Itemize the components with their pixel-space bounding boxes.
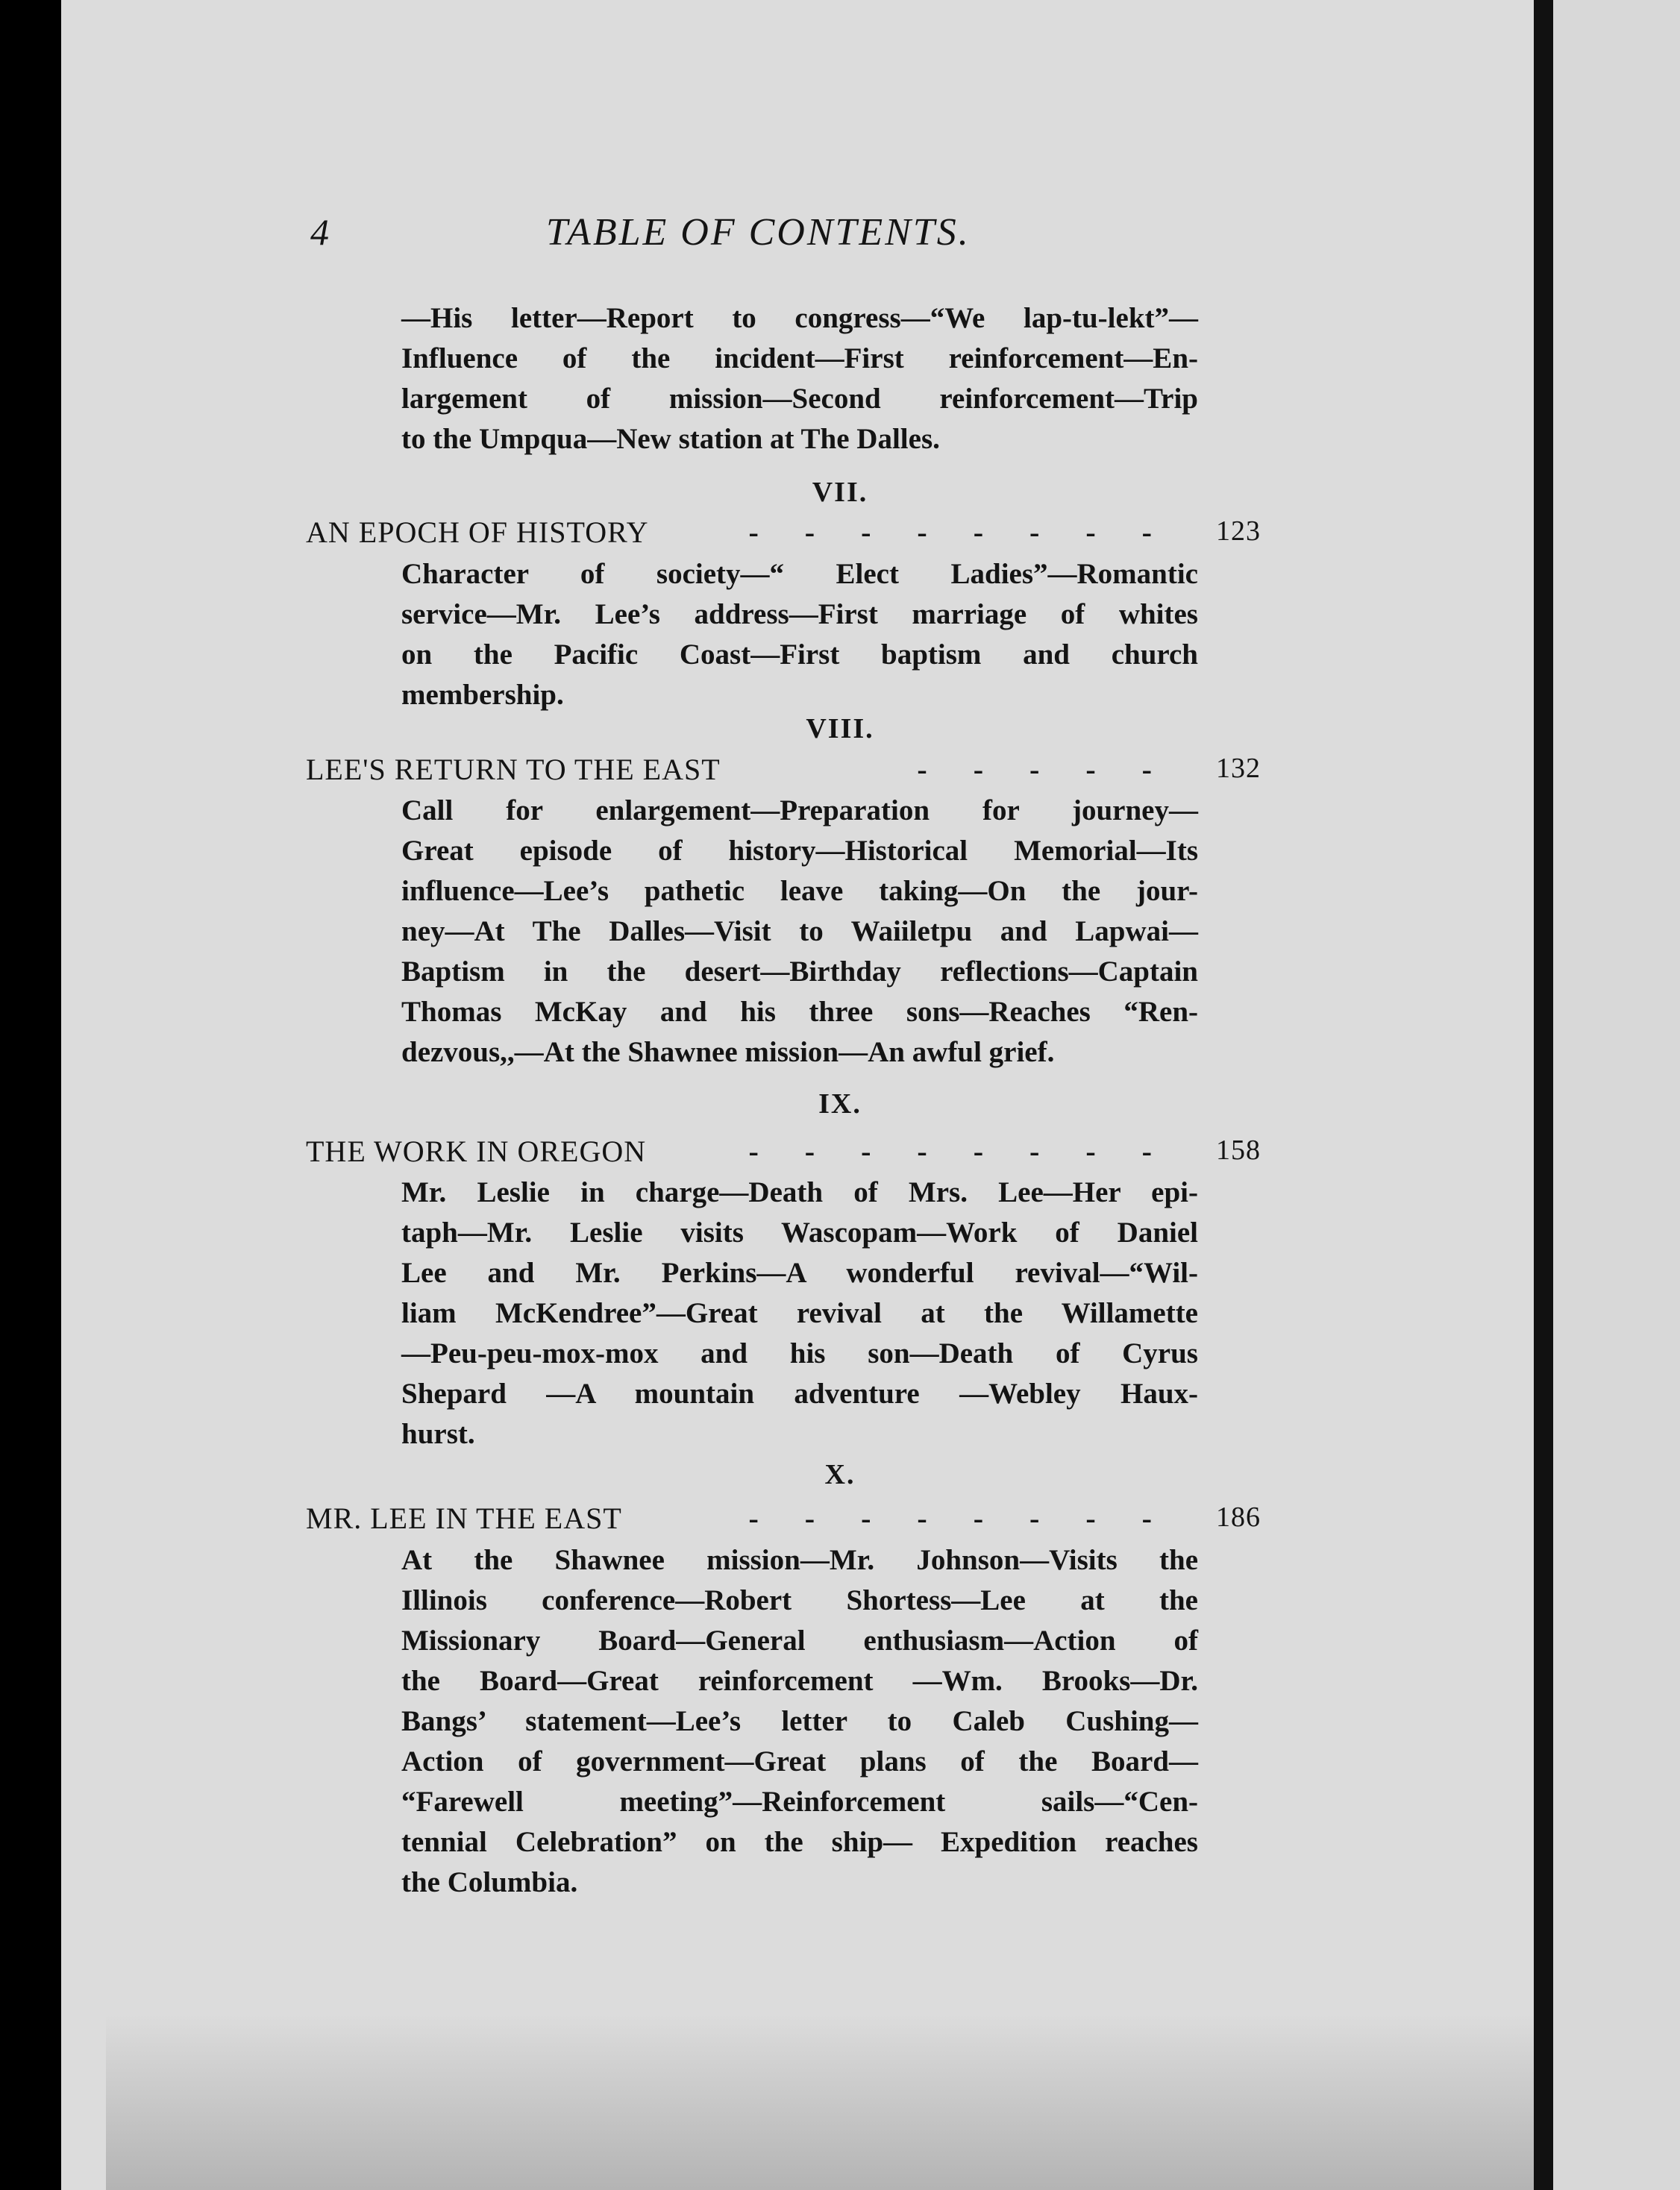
- chapter-title: AN EPOCH OF HISTORY: [306, 515, 649, 549]
- summary-line: service—Mr. Lee’s address—First marriage of whites: [401, 598, 1198, 630]
- summary-line: on the Pacific Coast—First baptism and church: [401, 639, 1198, 671]
- chapter-summary: [401, 554, 1198, 715]
- summary-line: Illinois conference—Robert Shortess—Lee at the: [401, 1584, 1198, 1616]
- summary-line: dezvous,,—At the Shawnee mission—An awful grief.: [401, 1036, 1055, 1068]
- chapter-title: LEE'S RETURN TO THE EAST: [306, 753, 721, 786]
- summary-line: Bangs’ statement—Lee’s letter to Caleb Cushing—: [401, 1705, 1198, 1737]
- page-reference: 123: [1216, 515, 1261, 547]
- summary-line: Lee and Mr. Perkins—A wonderful revival—“Wil-: [401, 1257, 1198, 1289]
- summary-line: hurst.: [401, 1418, 475, 1450]
- summary-line: “Farewell meeting”—Reinforcement sails—“Cen-: [401, 1786, 1198, 1818]
- toc-entry[interactable]: [306, 1501, 1261, 1541]
- summary-line: Character of society—“ Elect Ladies”—Romantic: [401, 558, 1198, 590]
- chapter-numeral: VII.: [812, 477, 868, 508]
- summary-line: —His letter—Report to congress—“We lap-tu-lekt”—: [401, 302, 1198, 334]
- toc-entry[interactable]: [306, 1134, 1261, 1174]
- page-reference: 132: [1216, 753, 1261, 784]
- summary-line: Baptism in the desert—Birthday reflections—Captain: [401, 956, 1198, 988]
- chapter-summary-continued: [401, 298, 1198, 459]
- summary-line: to the Umpqua—New station at The Dalles.: [401, 423, 940, 455]
- page-reference: 158: [1216, 1135, 1261, 1166]
- page-number: 4: [310, 211, 329, 253]
- summary-line: taph—Mr. Leslie visits Wascopam—Work of Daniel: [401, 1217, 1198, 1249]
- chapter-numeral: X.: [824, 1459, 856, 1490]
- dot-leaders: - - - - -: [917, 753, 1171, 786]
- dot-leaders: - - - - - - - -: [748, 1502, 1171, 1535]
- page-shadow: [106, 2014, 1534, 2190]
- summary-line: Thomas McKay and his three sons—Reaches “Ren-: [401, 996, 1198, 1028]
- summary-line: liam McKendree”—Great revival at the Willamette: [401, 1297, 1198, 1329]
- summary-line: the Columbia.: [401, 1866, 578, 1898]
- toc-entry[interactable]: [306, 752, 1261, 792]
- chapter-title: MR. LEE IN THE EAST: [306, 1502, 622, 1535]
- summary-line: Great episode of history—Historical Memorial—Its: [401, 835, 1198, 867]
- toc-entry[interactable]: [306, 515, 1261, 555]
- summary-line: At the Shawnee mission—Mr. Johnson—Visits the: [401, 1544, 1198, 1576]
- summary-line: Shepard —A mountain adventure —Webley Haux-: [401, 1378, 1198, 1410]
- dot-leaders: - - - - - - - -: [748, 1135, 1171, 1168]
- chapter-numeral: VIII.: [806, 713, 874, 744]
- chapter-summary: [401, 791, 1198, 1073]
- summary-line: Missionary Board—General enthusiasm—Action of: [401, 1625, 1198, 1657]
- page-header: [0, 210, 1680, 270]
- chapter-summary: [401, 1540, 1198, 1903]
- summary-line: —Peu-peu-mox-mox and his son—Death of Cyrus: [401, 1337, 1198, 1369]
- summary-line: ney—At The Dalles—Visit to Waiiletpu and Lapwai—: [401, 915, 1198, 947]
- chapter-title: THE WORK IN OREGON: [306, 1135, 647, 1168]
- summary-line: tennial Celebration” on the ship— Expedition reaches: [401, 1826, 1198, 1858]
- summary-line: membership.: [401, 679, 564, 711]
- summary-line: Action of government—Great plans of the Board—: [401, 1745, 1198, 1778]
- summary-line: Influence of the incident—First reinforcement—En-: [401, 342, 1198, 374]
- summary-line: Mr. Leslie in charge—Death of Mrs. Lee—Her epi-: [401, 1176, 1198, 1208]
- chapter-summary: [401, 1173, 1198, 1455]
- dot-leaders: - - - - - - - -: [748, 515, 1171, 549]
- summary-line: Call for enlargement—Preparation for journey—: [401, 794, 1198, 826]
- summary-line: the Board—Great reinforcement —Wm. Brooks—Dr.: [401, 1665, 1198, 1697]
- summary-line: largement of mission—Second reinforcement—Trip: [401, 383, 1198, 415]
- summary-line: influence—Lee’s pathetic leave taking—On the jour-: [401, 875, 1198, 907]
- chapter-numeral: IX.: [818, 1088, 862, 1120]
- page-reference: 186: [1216, 1502, 1261, 1533]
- running-title: TABLE OF CONTENTS.: [546, 211, 971, 254]
